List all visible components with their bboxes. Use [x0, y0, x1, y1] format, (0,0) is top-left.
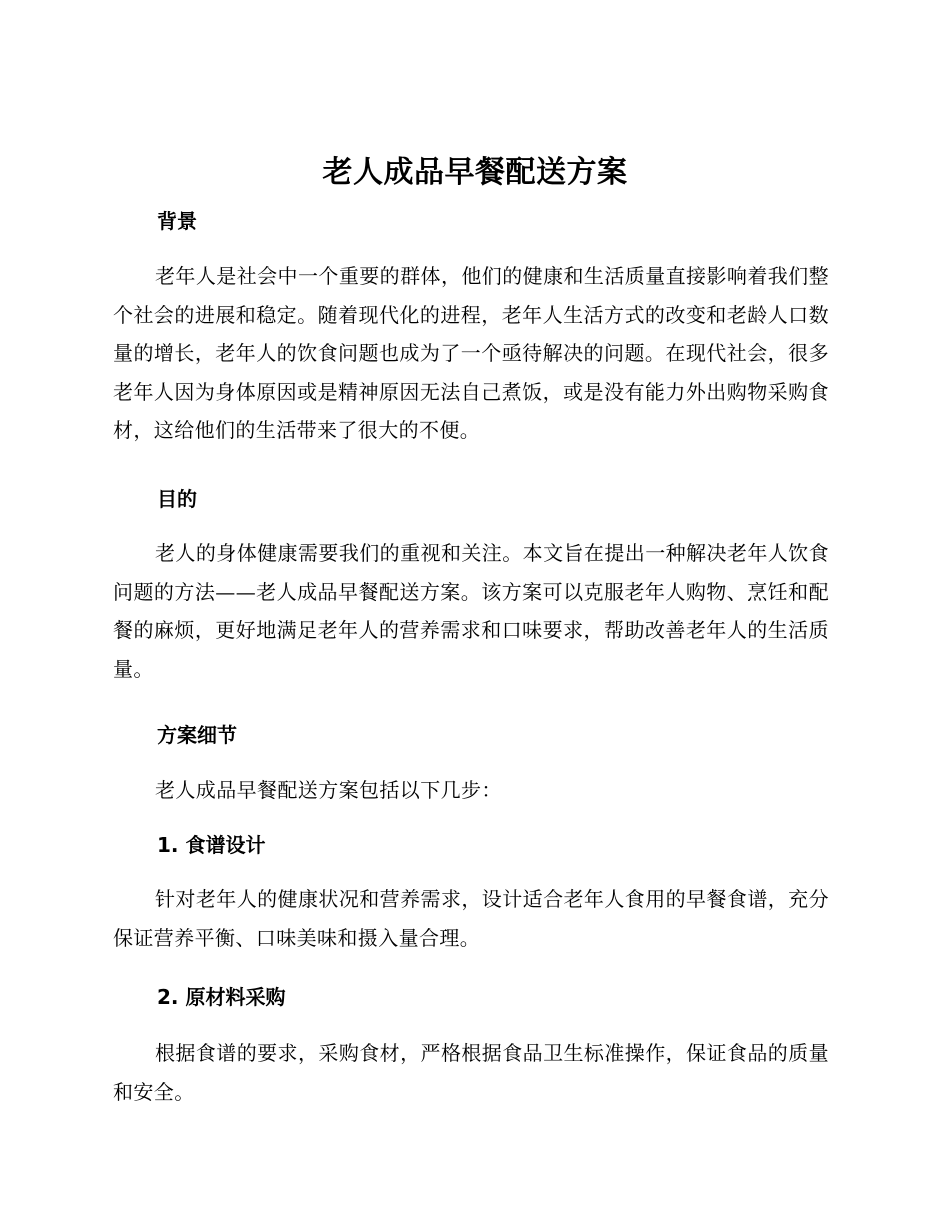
paragraph-material-purchase: 根据食谱的要求，采购食材，严格根据食品卫生标准操作，保证食品的质量和安全。 [113, 1041, 829, 1104]
step-heading-material-purchase: 2. 原材料采购 [157, 985, 286, 1009]
document-title: 老人成品早餐配送方案 [322, 155, 628, 190]
paragraph-purpose: 老人的身体健康需要我们的重视和关注。本文旨在提出一种解决老年人饮食问题的方法——老人成品早餐配送方案。该方案可以克服老年人购物、烹饪和配餐的麻烦，更好地满足老年人的营养需求和口味要求，帮助改善老年人的生活质量。 [113, 541, 829, 681]
paragraph-recipe-design: 针对老年人的健康状况和营养需求，设计适合老年人食用的早餐食谱，充分保证营养平衡、口味美味和摄入量合理。 [113, 887, 829, 950]
section-heading-purpose: 目的 [157, 487, 197, 511]
section-heading-details: 方案细节 [157, 723, 237, 747]
section-heading-background: 背景 [157, 209, 197, 233]
step-heading-recipe-design: 1. 食谱设计 [157, 833, 266, 857]
paragraph-background: 老年人是社会中一个重要的群体，他们的健康和生活质量直接影响着我们整个社会的进展和稳定。随着现代化的进程，老年人生活方式的改变和老龄人口数量的增长，老年人的饮食问题也成为了一个亟待解决的问题。在现代社会，很多老年人因为身体原因或是精神原因无法自己煮饭，或是没有能力外出购物采购食材，这给他们的生活带来了很大的不便。 [113, 264, 829, 442]
paragraph-details-intro: 老人成品早餐配送方案包括以下几步： [155, 778, 502, 802]
